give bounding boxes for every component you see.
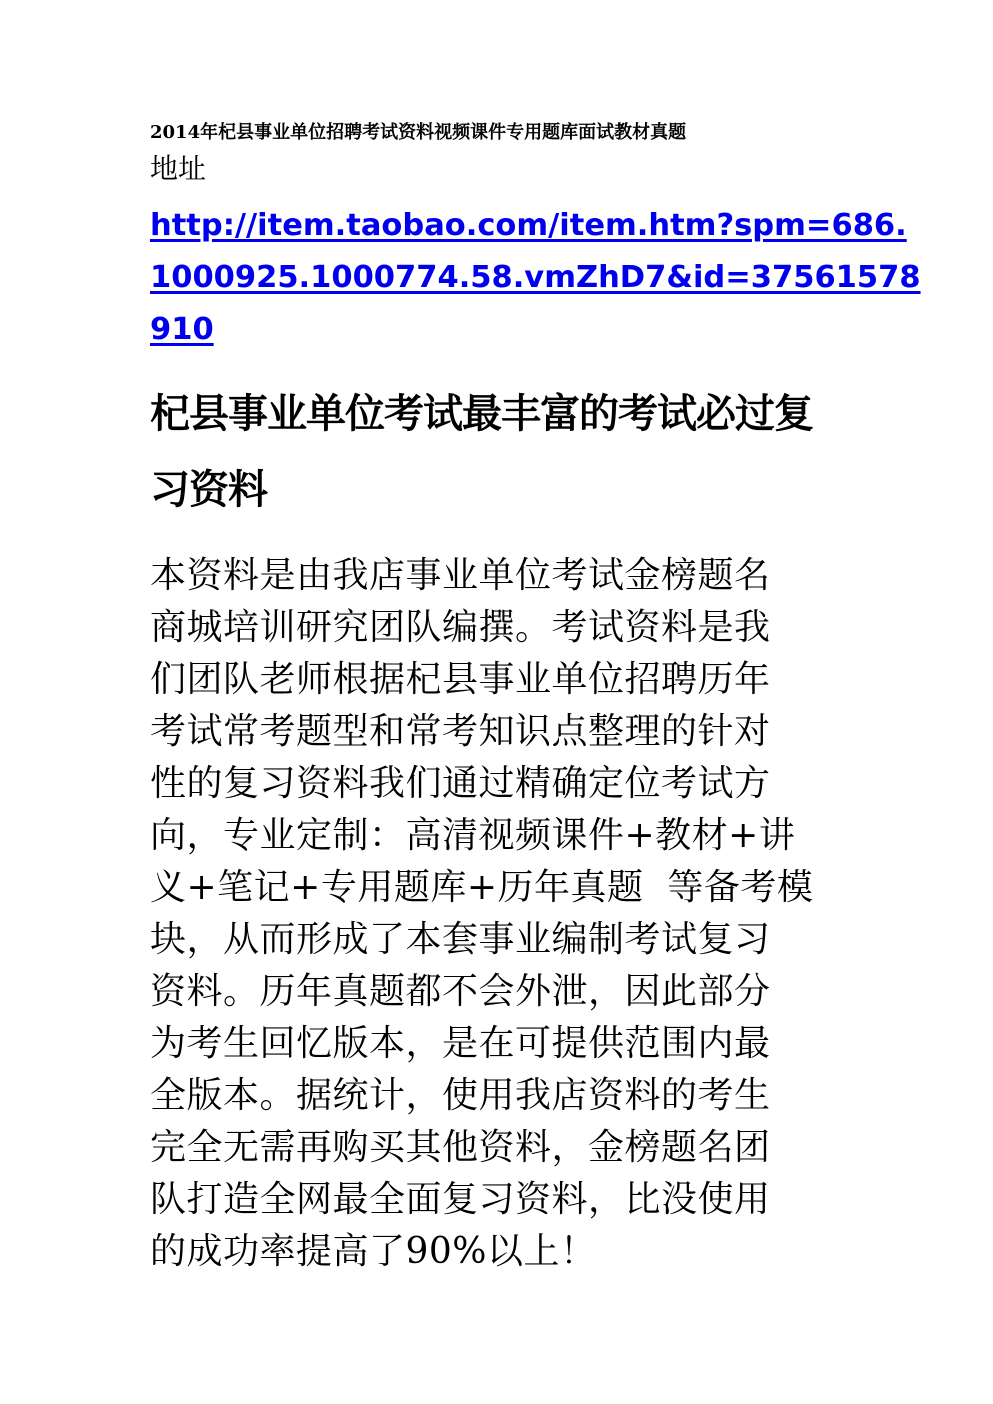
headline-line-1: 杞县事业单位考试最丰富的考试必过复: [150, 391, 813, 437]
address-label: 地址: [150, 152, 207, 185]
url-line-3: 910: [150, 312, 214, 347]
body-line: 向，专业定制：高清视频课件+教材+讲: [150, 815, 796, 856]
body-line: 块，从而形成了本套事业编制考试复习: [150, 919, 771, 960]
body-paragraph: [150, 550, 850, 1278]
body-line: 完全无需再购买其他资料，金榜题名团: [150, 1127, 771, 1168]
body-line: 资料。历年真题都不会外泄，因此部分: [150, 971, 771, 1012]
body-line: 们团队老师根据杞县事业单位招聘历年: [150, 659, 771, 700]
document-page: [150, 118, 921, 1278]
body-line: 商城培训研究团队编撰。考试资料是我: [150, 607, 771, 648]
body-line: 性的复习资料我们通过精确定位考试方: [150, 763, 771, 804]
body-line: 队打造全网最全面复习资料，比没使用: [150, 1179, 771, 1220]
body-line: 本资料是由我店事业单位考试金榜题名: [150, 555, 771, 596]
body-line: 全版本。据统计，使用我店资料的考生: [150, 1075, 771, 1116]
headline-line-2: 习资料: [150, 467, 267, 513]
url-line-2: 1000925.1000774.58.vmZhD7&id=37561578: [150, 260, 921, 295]
url-line-1: http://item.taobao.com/item.htm?spm=686.: [150, 208, 907, 243]
body-line: 考试常考题型和常考知识点整理的针对: [150, 711, 771, 752]
body-line: 的成功率提高了90%以上！: [150, 1231, 597, 1272]
body-line: 义+笔记+专用题库+历年真题 等备考模: [150, 867, 814, 908]
body-line: 为考生回忆版本，是在可提供范围内最: [150, 1023, 771, 1064]
headline: [150, 376, 850, 528]
document-header-title: 2014年杞县事业单位招聘考试资料视频课件专用题库面试教材真题: [150, 122, 687, 143]
product-url-link[interactable]: [150, 200, 921, 356]
